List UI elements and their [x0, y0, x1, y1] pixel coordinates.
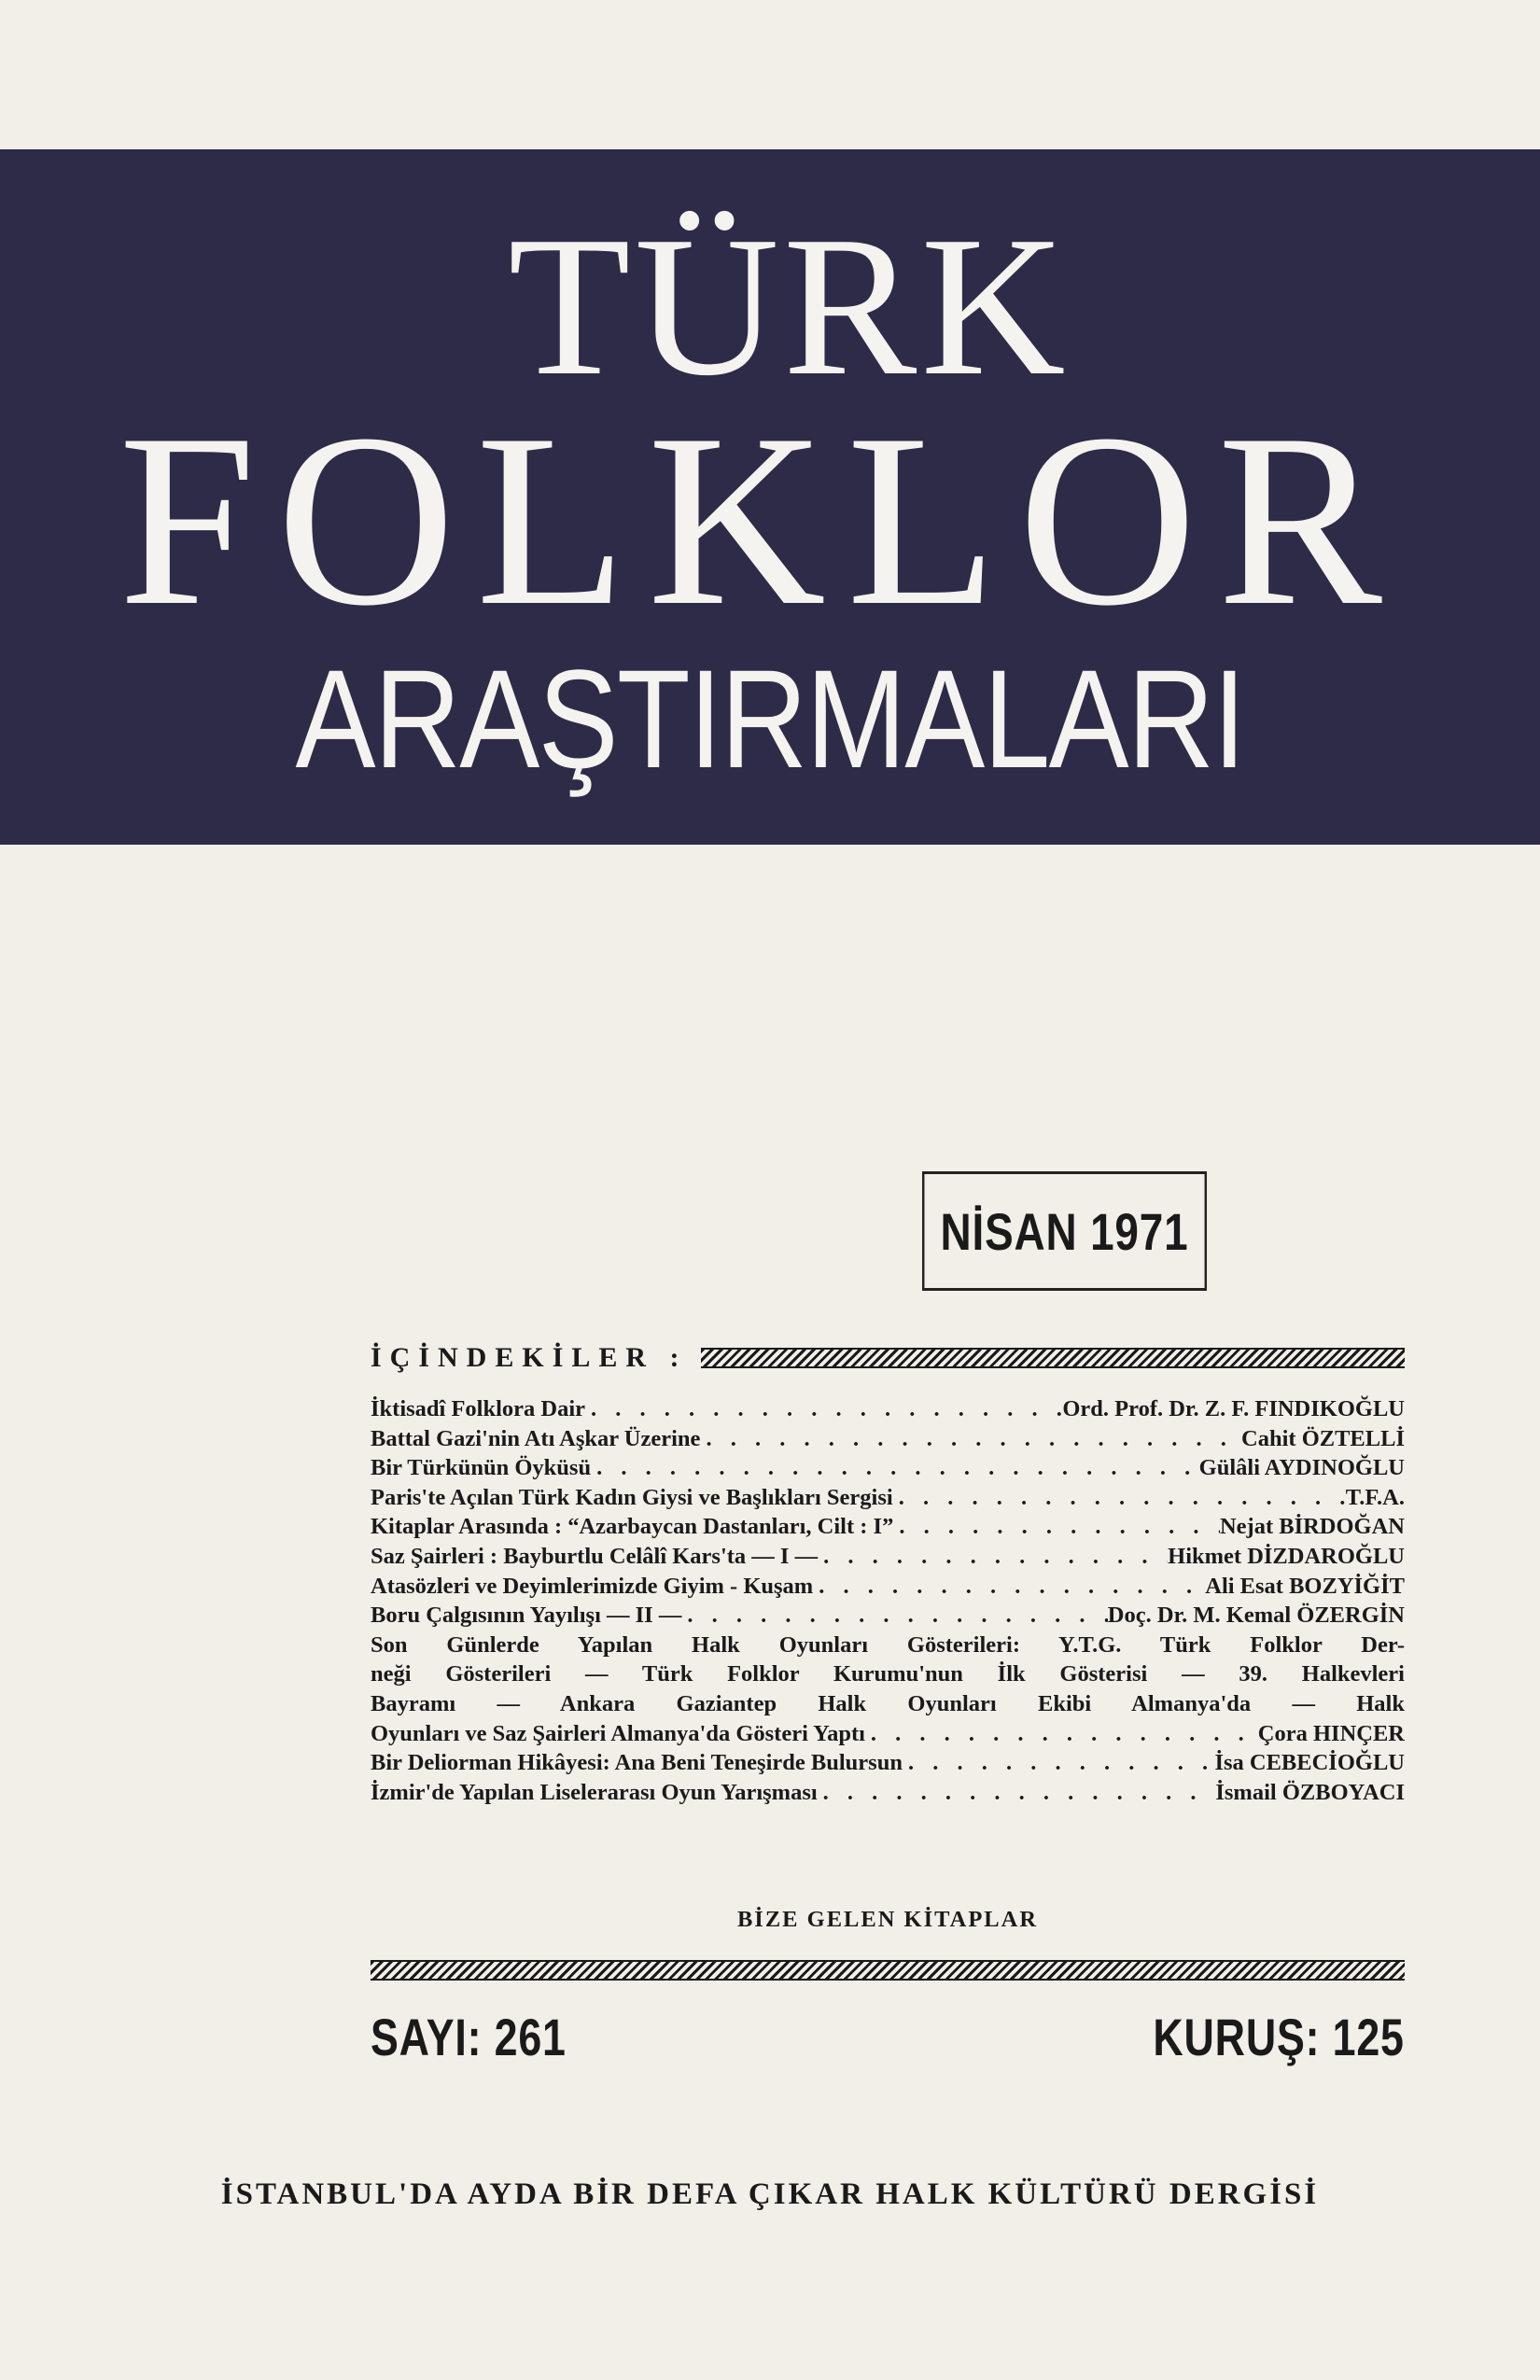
ornament-rule	[371, 1960, 1405, 1981]
issue-number: SAYI: 261	[371, 2008, 567, 2066]
toc-entry: Boru Çalgısının Yayılışı — II — . . . Doç. Dr. M. Kemal ÖZERGİN	[371, 1601, 1405, 1631]
masthead-title-line3: ARAŞTIRMALARI	[295, 640, 1245, 797]
toc-paragraph-line: neği Gösterileri — Türk Folklor Kurumu'nun İlk Gösterisi — 39. Halkevleri	[371, 1661, 1405, 1687]
table-of-contents	[371, 1394, 1405, 1807]
price: KURUŞ: 125	[1153, 2008, 1405, 2066]
masthead-title-line1: TÜRK	[508, 194, 1070, 417]
toc-entry: Saz Şairleri : Bayburtlu Celâlî Kars'ta — I — . . . Hikmet DİZDAROĞLU	[371, 1542, 1405, 1572]
toc-entry: İktisadî Folklora Dair . . . Ord. Prof. Dr. Z. F. FINDIKOĞLU	[371, 1394, 1405, 1424]
toc-entry: Paris'te Açılan Türk Kadın Giysi ve Başlıkları Sergisi . . . T.F.A.	[371, 1483, 1405, 1513]
toc-paragraph-line: Son Günlerde Yapılan Halk Oyunları Gösterileri: Y.T.G. Türk Folklor Der-	[371, 1631, 1405, 1658]
ornament-rule	[701, 1348, 1405, 1368]
toc-paragraph-line: Bayramı — Ankara Gaziantep Halk Oyunları Ekibi Almanya'da — Halk	[371, 1690, 1405, 1716]
toc-entry: Bir Deliorman Hikâyesi: Ana Beni Teneşirde Bulursun . . . İsa CEBECİOĞLU	[371, 1748, 1405, 1778]
toc-heading-row	[371, 1339, 1405, 1377]
books-received-heading: BİZE GELEN KİTAPLAR	[736, 1907, 1039, 1932]
toc-entry: Battal Gazi'nin Atı Aşkar Üzerine . . . Cahit ÖZTELLİ	[371, 1424, 1405, 1454]
publication-tagline: İSTANBUL'DA AYDA BİR DEFA ÇIKAR HALK KÜLTÜRÜ DERGİSİ	[220, 2177, 1320, 2211]
toc-entry: Atasözleri ve Deyimlerimizde Giyim - Kuşam . . . Ali Esat BOZYİĞİT	[371, 1572, 1405, 1602]
toc-entry: İzmir'de Yapılan Liselerarası Oyun Yarışması . . . İsmail ÖZBOYACI	[371, 1778, 1405, 1808]
toc-heading: İÇİNDEKİLER :	[371, 1342, 688, 1373]
masthead-title-line2: FOLKLOR	[118, 384, 1403, 657]
toc-entry: Kitaplar Arasında : “Azarbaycan Dastanları, Cilt : I” . . . Nejat BİRDOĞAN	[371, 1512, 1405, 1542]
toc-entry: Oyunları ve Saz Şairleri Almanya'da Gösteri Yaptı . . . Çora HINÇER	[371, 1719, 1405, 1749]
issue-date-box	[922, 1171, 1207, 1291]
toc-entry: Bir Türkünün Öyküsü . . . Gülâli AYDINOĞLU	[371, 1453, 1405, 1483]
issue-date: NİSAN 1971	[940, 1201, 1189, 1261]
